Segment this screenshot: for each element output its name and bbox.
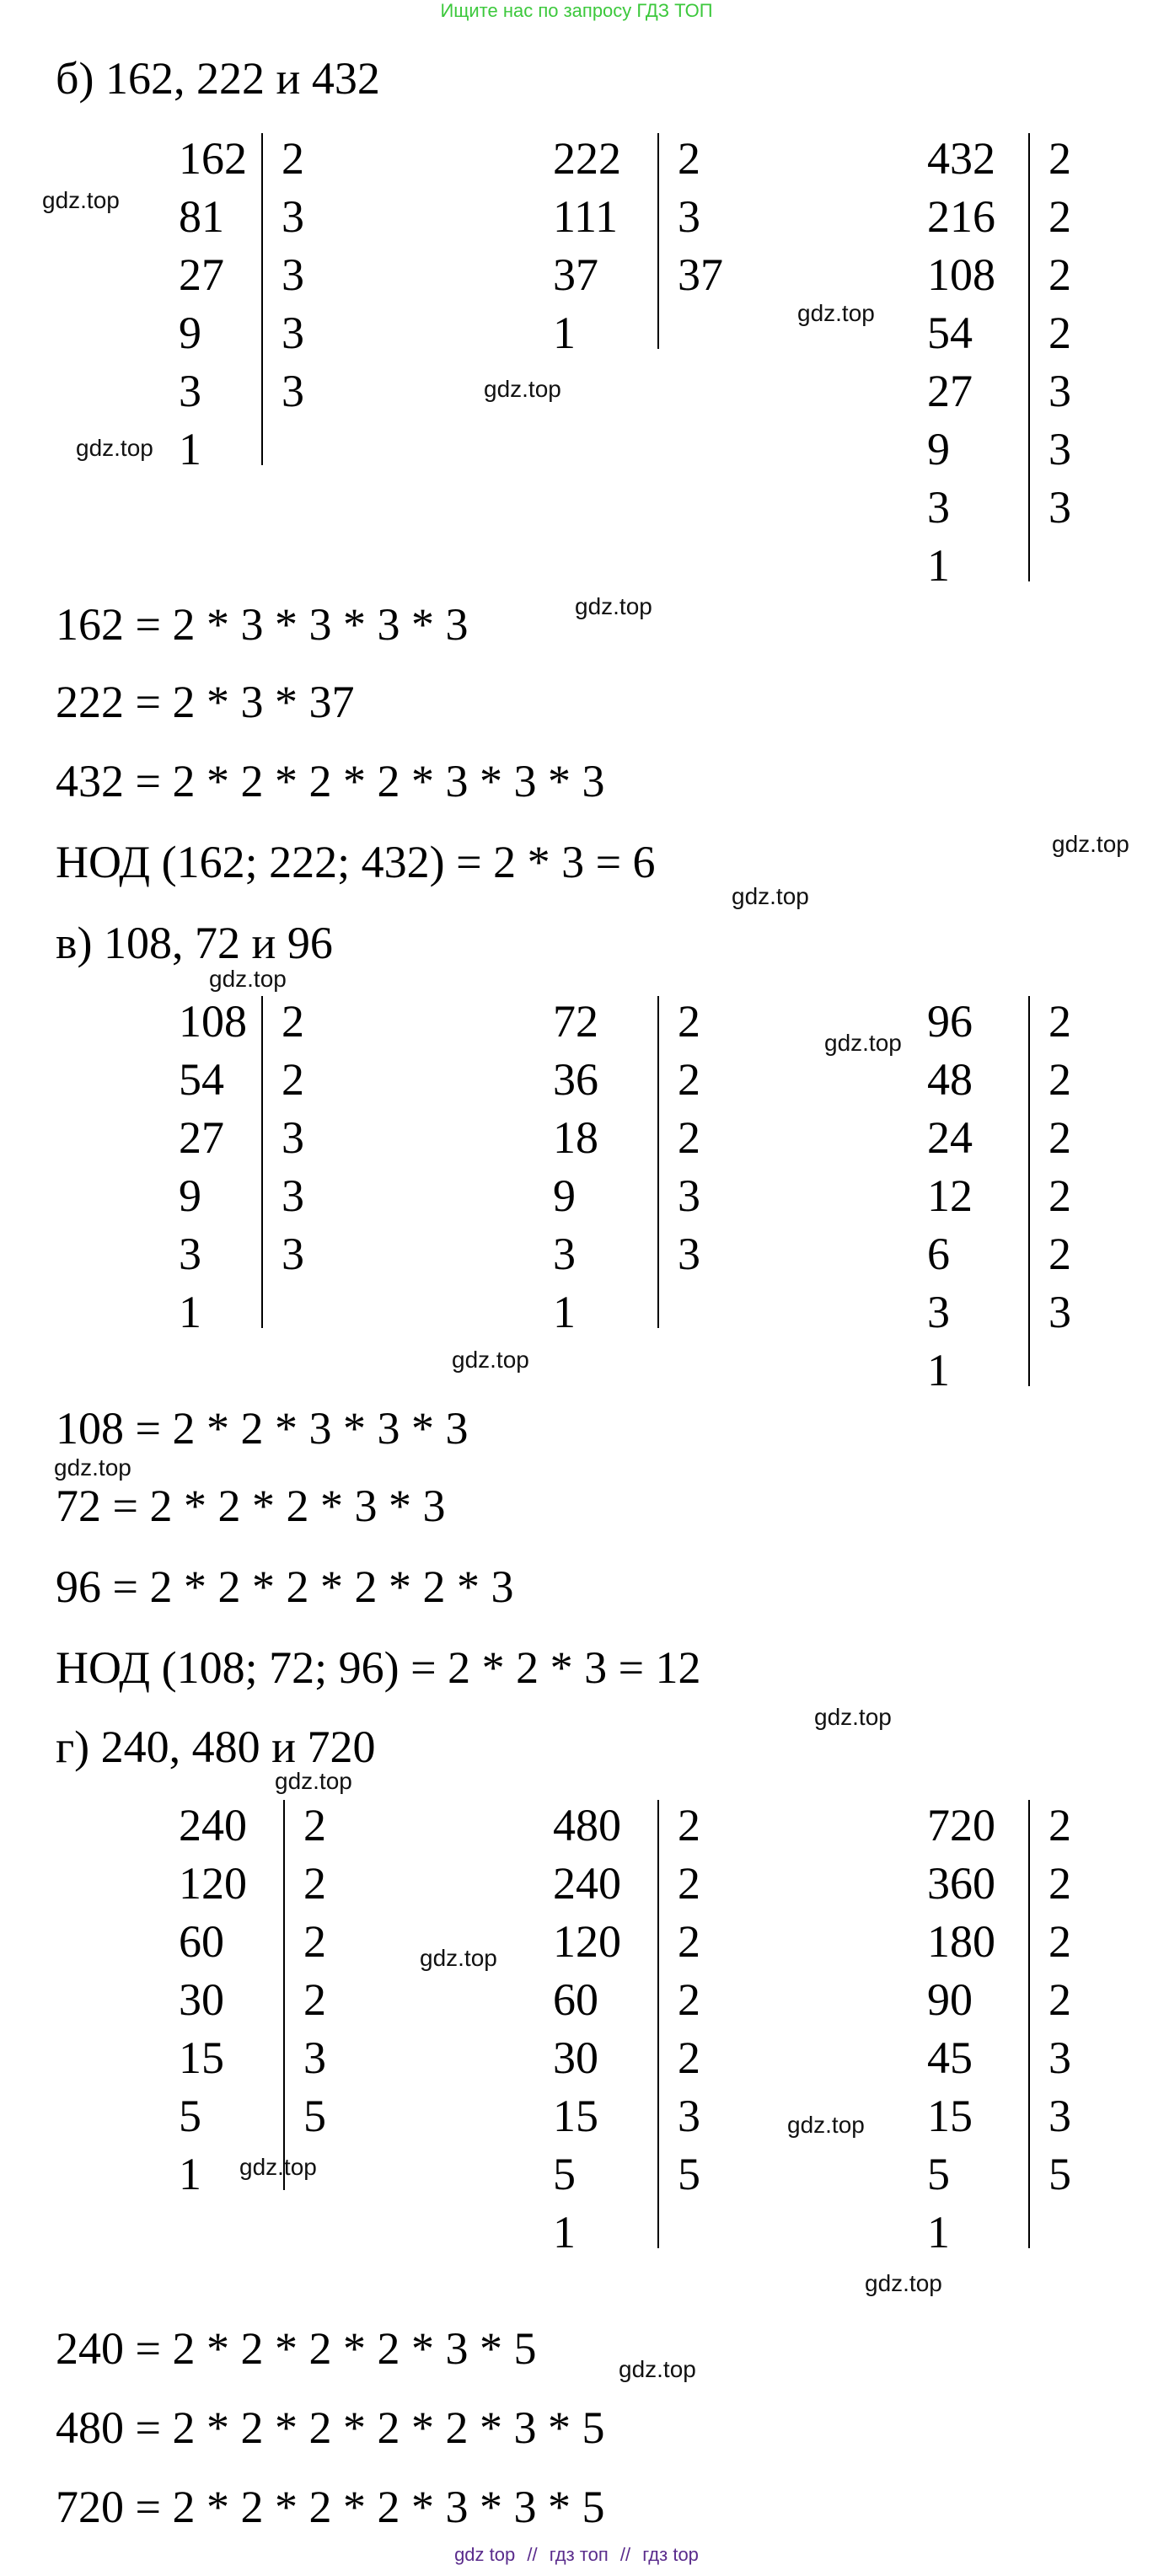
equation-162: 162 = 2 * 3 * 3 * 3 * 3 [56, 599, 469, 650]
divisor-value: 5 [303, 2091, 326, 2141]
equation-72: 72 = 2 * 2 * 2 * 3 * 3 [56, 1481, 446, 1531]
footer-link[interactable]: gdz top [454, 2544, 516, 2565]
division-line [1028, 133, 1030, 581]
divisor-value: 2 [678, 1054, 700, 1105]
quotient-value: 111 [553, 191, 618, 242]
divisor-value: 2 [303, 1800, 326, 1850]
divisor-value: 3 [282, 1112, 304, 1163]
divisor-value: 2 [303, 1858, 326, 1909]
gcd-result-v: НОД (108; 72; 96) = 2 * 2 * 3 = 12 [56, 1642, 701, 1693]
quotient-value: 37 [553, 249, 598, 300]
quotient-value: 30 [179, 1974, 224, 2025]
equation-222: 222 = 2 * 3 * 37 [56, 677, 355, 727]
quotient-value: 120 [553, 1916, 621, 1967]
watermark: gdz.top [420, 1945, 497, 1971]
quotient-value: 240 [179, 1800, 247, 1850]
divisor-value: 2 [678, 996, 700, 1047]
quotient-value: 432 [927, 133, 995, 184]
quotient-value: 9 [553, 1170, 576, 1221]
part-g-heading: г) 240, 480 и 720 [56, 1722, 376, 1772]
divisor-value: 2 [1048, 1858, 1071, 1909]
watermark: gdz.top [575, 593, 652, 619]
watermark: gdz.top [484, 376, 561, 402]
quotient-value: 48 [927, 1054, 973, 1105]
divisor-value: 2 [1048, 1916, 1071, 1967]
quotient-value: 1 [927, 540, 950, 591]
divisor-value: 3 [678, 191, 700, 242]
watermark: gdz.top [824, 1030, 902, 1056]
quotient-value: 5 [553, 2149, 576, 2199]
quotient-value: 60 [553, 1974, 598, 2025]
quotient-value: 90 [927, 1974, 973, 2025]
quotient-value: 18 [553, 1112, 598, 1163]
quotient-value: 12 [927, 1170, 973, 1221]
quotient-value: 30 [553, 2032, 598, 2083]
divisor-value: 2 [282, 1054, 304, 1105]
quotient-value: 54 [927, 308, 973, 358]
quotient-value: 15 [553, 2091, 598, 2141]
quotient-value: 9 [927, 424, 950, 474]
division-line [261, 996, 263, 1328]
quotient-value: 9 [179, 308, 201, 358]
watermark: gdz.top [787, 2112, 865, 2138]
footer [0, 2543, 1153, 2567]
part-v-heading: в) 108, 72 и 96 [56, 918, 333, 968]
divisor-value: 3 [1048, 1287, 1071, 1337]
quotient-value: 81 [179, 191, 224, 242]
watermark: gdz.top [865, 2270, 942, 2296]
divisor-value: 3 [282, 191, 304, 242]
divisor-value: 2 [678, 1916, 700, 1967]
division-line [1028, 1800, 1030, 2248]
divisor-value: 2 [1048, 1112, 1071, 1163]
part-b-heading: б) 162, 222 и 432 [56, 53, 380, 104]
divisor-value: 3 [303, 2032, 326, 2083]
divisor-value: 2 [303, 1974, 326, 2025]
quotient-value: 27 [179, 249, 224, 300]
divisor-value: 3 [678, 1229, 700, 1279]
division-line [283, 1800, 285, 2190]
division-line [1028, 996, 1030, 1386]
quotient-value: 360 [927, 1858, 995, 1909]
division-line [657, 1800, 659, 2248]
watermark: gdz.top [209, 966, 287, 992]
divisor-value: 3 [282, 366, 304, 416]
quotient-value: 480 [553, 1800, 621, 1850]
quotient-value: 9 [179, 1170, 201, 1221]
quotient-value: 1 [179, 1287, 201, 1337]
divisor-value: 3 [1048, 424, 1071, 474]
watermark: gdz.top [239, 2154, 317, 2180]
quotient-value: 36 [553, 1054, 598, 1105]
quotient-value: 3 [553, 1229, 576, 1279]
divisor-value: 2 [678, 1112, 700, 1163]
quotient-value: 54 [179, 1054, 224, 1105]
quotient-value: 1 [927, 1345, 950, 1395]
divisor-value: 5 [678, 2149, 700, 2199]
quotient-value: 15 [927, 2091, 973, 2141]
quotient-value: 24 [927, 1112, 973, 1163]
divisor-value: 2 [678, 1858, 700, 1909]
divisor-value: 3 [282, 249, 304, 300]
divisor-value: 3 [678, 1170, 700, 1221]
divisor-value: 2 [678, 1800, 700, 1850]
quotient-value: 1 [927, 2207, 950, 2257]
quotient-value: 15 [179, 2032, 224, 2083]
divisor-value: 3 [282, 1170, 304, 1221]
division-line [261, 133, 263, 465]
divisor-value: 3 [1048, 2032, 1071, 2083]
quotient-value: 27 [927, 366, 973, 416]
divisor-value: 2 [678, 1974, 700, 2025]
quotient-value: 3 [927, 482, 950, 533]
quotient-value: 1 [553, 1287, 576, 1337]
watermark: gdz.top [797, 300, 875, 326]
quotient-value: 162 [179, 133, 247, 184]
divisor-value: 2 [1048, 191, 1071, 242]
watermark: gdz.top [732, 883, 809, 909]
divisor-value: 2 [1048, 1974, 1071, 2025]
equation-720: 720 = 2 * 2 * 2 * 2 * 3 * 3 * 5 [56, 2482, 605, 2532]
quotient-value: 1 [553, 2207, 576, 2257]
divisor-value: 5 [1048, 2149, 1071, 2199]
equation-96: 96 = 2 * 2 * 2 * 2 * 2 * 3 [56, 1561, 514, 1612]
watermark: gdz.top [452, 1347, 529, 1373]
watermark: gdz.top [619, 2356, 696, 2382]
divisor-value: 2 [282, 133, 304, 184]
quotient-value: 60 [179, 1916, 224, 1967]
quotient-value: 5 [179, 2091, 201, 2141]
quotient-value: 3 [179, 1229, 201, 1279]
division-line [657, 133, 659, 349]
divisor-value: 3 [1048, 2091, 1071, 2141]
quotient-value: 45 [927, 2032, 973, 2083]
divisor-value: 2 [1048, 1054, 1071, 1105]
divisor-value: 2 [678, 133, 700, 184]
quotient-value: 1 [179, 424, 201, 474]
divisor-value: 2 [1048, 996, 1071, 1047]
divisor-value: 3 [282, 1229, 304, 1279]
divisor-value: 2 [282, 996, 304, 1047]
quotient-value: 1 [179, 2149, 201, 2199]
quotient-value: 216 [927, 191, 995, 242]
divisor-value: 2 [678, 2032, 700, 2083]
divisor-value: 3 [282, 308, 304, 358]
quotient-value: 240 [553, 1858, 621, 1909]
watermark: gdz.top [54, 1454, 131, 1481]
watermark: gdz.top [42, 187, 120, 213]
watermark: gdz.top [76, 435, 153, 461]
divisor-value: 37 [678, 249, 723, 300]
divisor-value: 2 [1048, 308, 1071, 358]
quotient-value: 720 [927, 1800, 995, 1850]
quotient-value: 1 [553, 308, 576, 358]
quotient-value: 180 [927, 1916, 995, 1967]
quotient-value: 222 [553, 133, 621, 184]
divisor-value: 3 [678, 2091, 700, 2141]
division-line [657, 996, 659, 1328]
equation-480: 480 = 2 * 2 * 2 * 2 * 2 * 3 * 5 [56, 2402, 605, 2453]
watermark: gdz.top [1052, 831, 1129, 857]
quotient-value: 72 [553, 996, 598, 1047]
quotient-value: 3 [927, 1287, 950, 1337]
quotient-value: 3 [179, 366, 201, 416]
quotient-value: 120 [179, 1858, 247, 1909]
gcd-result-b: НОД (162; 222; 432) = 2 * 3 = 6 [56, 837, 656, 887]
quotient-value: 108 [927, 249, 995, 300]
quotient-value: 96 [927, 996, 973, 1047]
equation-432: 432 = 2 * 2 * 2 * 2 * 3 * 3 * 3 [56, 756, 605, 806]
quotient-value: 5 [927, 2149, 950, 2199]
footer-link[interactable]: гдз топ [549, 2544, 609, 2565]
divisor-value: 3 [1048, 482, 1071, 533]
equation-240: 240 = 2 * 2 * 2 * 2 * 3 * 5 [56, 2323, 537, 2374]
quotient-value: 108 [179, 996, 247, 1047]
footer-separator: // [619, 2544, 631, 2565]
footer-separator: // [527, 2544, 538, 2565]
equation-108: 108 = 2 * 2 * 3 * 3 * 3 [56, 1403, 469, 1454]
divisor-value: 2 [1048, 1170, 1071, 1221]
quotient-value: 6 [927, 1229, 950, 1279]
divisor-value: 2 [1048, 133, 1071, 184]
divisor-value: 2 [1048, 1229, 1071, 1279]
divisor-value: 2 [1048, 249, 1071, 300]
divisor-value: 2 [303, 1916, 326, 1967]
divisor-value: 3 [1048, 366, 1071, 416]
footer-link[interactable]: гдз top [642, 2544, 699, 2565]
divisor-value: 2 [1048, 1800, 1071, 1850]
watermark: gdz.top [814, 1704, 892, 1730]
search-hint-link[interactable]: Ищите нас по запросу ГДЗ ТОП [440, 0, 713, 21]
quotient-value: 27 [179, 1112, 224, 1163]
watermark: gdz.top [275, 1768, 352, 1794]
